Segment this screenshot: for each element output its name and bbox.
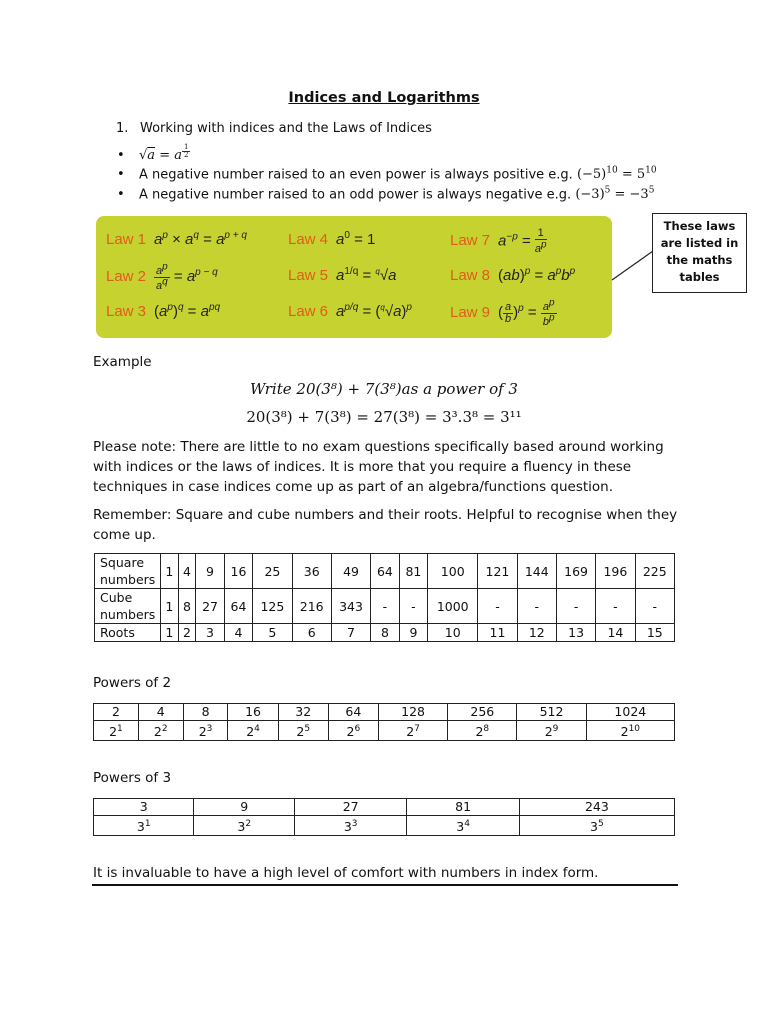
- powers-of-3-label: Powers of 3: [93, 770, 172, 786]
- powers-of-2-table: [93, 703, 675, 741]
- power-base: 2: [544, 724, 553, 740]
- table-cell: 1: [161, 624, 179, 642]
- table-cell: 16: [224, 554, 252, 589]
- table-cell: 5: [253, 624, 292, 642]
- power-value-cell: 512: [517, 704, 586, 721]
- power-exponent: 1: [117, 724, 123, 734]
- power-base: 3: [343, 819, 352, 835]
- table-cell: 9: [196, 554, 224, 589]
- table-cell: -: [517, 589, 556, 624]
- table-cell: -: [556, 589, 595, 624]
- table-row: [95, 624, 675, 642]
- example-label: Example: [93, 354, 152, 370]
- laws-box: [96, 216, 612, 338]
- table-cell: 8: [371, 624, 399, 642]
- power-base: 2: [296, 724, 305, 740]
- note-box: These laws are listed in the maths tables: [652, 213, 747, 293]
- table-cell: 36: [292, 554, 331, 589]
- power-exponent-cell: [94, 721, 139, 741]
- table-cell: 216: [292, 589, 331, 624]
- bottom-rule: [92, 884, 678, 886]
- squares-cubes-table: [94, 553, 675, 642]
- power-value-cell: 2: [94, 704, 139, 721]
- power-exponent: 2: [161, 724, 168, 734]
- bullet-sqrt: • √a = a $^{\frac{1}{2}}$: [117, 143, 189, 164]
- table-cell: 1: [161, 589, 179, 624]
- power-exponent: 9: [552, 724, 559, 734]
- table-cell: -: [371, 589, 399, 624]
- power-value-cell: 243: [519, 799, 674, 816]
- bullet-odd-power: • A negative number raised to an odd power is always negative e.g. $(-3)^5 = -3^5$: [117, 186, 655, 203]
- power-value-cell: 16: [228, 704, 278, 721]
- power-exponent: 3: [206, 724, 213, 734]
- power-exponent-cell: [294, 816, 406, 836]
- law-8: Law 8 $(ab)^p = a^pb^p$: [450, 266, 576, 284]
- example-line-1: Write 20(3⁸) + 7(3⁸)as a power of 3: [250, 380, 518, 398]
- power-exponent: 10: [628, 724, 641, 734]
- power-exponent-cell: [517, 721, 586, 741]
- table-row: [94, 799, 675, 816]
- remember-paragraph: Remember: Square and cube numbers and their roots. Helpful to recognise when they come up.: [93, 507, 678, 543]
- power-exponent-cell: [94, 816, 194, 836]
- power-exponent-cell: [183, 721, 228, 741]
- table-cell: 12: [517, 624, 556, 642]
- bullet-even-power: • A negative number raised to an even power is always positive e.g. $(-5)^{10} = 5^{10}$: [117, 166, 657, 183]
- page-title: Indices and Logarithms: [288, 90, 480, 106]
- power-exponent: 7: [414, 724, 420, 734]
- power-base: 2: [109, 724, 118, 740]
- table-cell: 3: [196, 624, 224, 642]
- table-cell: -: [478, 589, 517, 624]
- power-exponent: 6: [354, 724, 361, 734]
- power-exponent: 4: [464, 819, 470, 829]
- table-cell: 11: [478, 624, 517, 642]
- law-9: Law 9 ( $\frac{a}{b}$ )$^p$ = $\frac{a^p}{b^p}$: [450, 297, 555, 329]
- table-row: [94, 816, 675, 836]
- table-cell: 1: [161, 554, 179, 589]
- callout-line: [610, 250, 654, 282]
- power-base: 2: [346, 724, 355, 740]
- law-1: Law 1 $a^p \times a^q = a^{p + q}$: [106, 230, 247, 248]
- table-cell: 100: [428, 554, 478, 589]
- table-cell: 25: [253, 554, 292, 589]
- table-cell: 196: [596, 554, 635, 589]
- sqrt-formula: √a = a $^{\frac{1}{2}}$: [139, 143, 189, 164]
- power-exponent-cell: [586, 721, 674, 741]
- table-cell: 10: [428, 624, 478, 642]
- power-value-cell: 27: [294, 799, 406, 816]
- power-base: 3: [590, 819, 598, 835]
- table-cell: 9: [399, 624, 427, 642]
- power-exponent-cell: [448, 721, 517, 741]
- table-cell: 6: [292, 624, 331, 642]
- power-exponent-cell: [278, 721, 328, 741]
- power-value-cell: 32: [278, 704, 328, 721]
- powers-of-3-table: [93, 798, 675, 836]
- row-label: Roots: [95, 624, 161, 642]
- row-label: Cube numbers: [95, 589, 161, 624]
- table-row: [95, 554, 675, 589]
- table-cell: 49: [331, 554, 370, 589]
- power-value-cell: 256: [448, 704, 517, 721]
- power-base: 2: [406, 724, 415, 740]
- table-cell: 13: [556, 624, 595, 642]
- power-value-cell: 9: [194, 799, 294, 816]
- table-cell: 125: [253, 589, 292, 624]
- power-exponent: 4: [254, 724, 260, 734]
- table-cell: 121: [478, 554, 517, 589]
- power-value-cell: 1024: [586, 704, 674, 721]
- law-4: Law 4 $a^0 = 1$: [288, 230, 376, 248]
- table-row: [95, 589, 675, 624]
- power-exponent: 1: [144, 819, 151, 829]
- table-cell: 4: [224, 624, 252, 642]
- section-heading: 1. Working with indices and the Laws of Indices: [116, 121, 432, 136]
- power-base: 3: [456, 819, 465, 835]
- table-row: [94, 721, 675, 741]
- power-exponent: 8: [483, 724, 490, 734]
- power-exponent-cell: [378, 721, 447, 741]
- table-cell: -: [635, 589, 674, 624]
- table-row: [94, 704, 675, 721]
- closing-sentence: It is invaluable to have a high level of comfort with numbers in index form.: [93, 865, 599, 881]
- power-base: 2: [475, 724, 484, 740]
- table-cell: 27: [196, 589, 224, 624]
- row-label: Square numbers: [95, 554, 161, 589]
- table-cell: -: [596, 589, 635, 624]
- power-value-cell: 4: [138, 704, 183, 721]
- power-exponent: 3: [351, 819, 358, 829]
- table-cell: 2: [178, 624, 196, 642]
- table-cell: 225: [635, 554, 674, 589]
- table-cell: 7: [331, 624, 370, 642]
- power-base: 3: [136, 819, 145, 835]
- power-value-cell: 64: [328, 704, 378, 721]
- power-exponent-cell: [194, 816, 294, 836]
- powers-of-2-label: Powers of 2: [93, 675, 172, 691]
- table-cell: 169: [556, 554, 595, 589]
- law-3: Law 3 $(a^p)^q = a^{pq}$: [106, 302, 221, 320]
- power-value-cell: 3: [94, 799, 194, 816]
- power-base: 3: [237, 819, 246, 835]
- table-cell: 64: [371, 554, 399, 589]
- power-exponent-cell: [519, 816, 674, 836]
- power-value-cell: 81: [407, 799, 519, 816]
- table-cell: 14: [596, 624, 635, 642]
- power-exponent-cell: [407, 816, 519, 836]
- table-cell: 8: [178, 589, 196, 624]
- power-value-cell: 8: [183, 704, 228, 721]
- law-2: Law 2 $\frac{a^p}{a^q}$ = $a^{p - q}$: [106, 261, 218, 293]
- please-note-paragraph: Please note: There are little to no exam questions specifically based around working with indices or the laws of indices. It is more that you require a fluency in these techniques in case indices come up as part of an algebra/functions question.: [93, 439, 664, 495]
- power-exponent-cell: [328, 721, 378, 741]
- table-cell: 1000: [428, 589, 478, 624]
- law-5: Law 5 $a^{1/q} = ^q√a$: [288, 266, 397, 284]
- power-base: 2: [246, 724, 255, 740]
- table-cell: 15: [635, 624, 674, 642]
- table-cell: 343: [331, 589, 370, 624]
- table-cell: 4: [178, 554, 196, 589]
- power-exponent-cell: [138, 721, 183, 741]
- law-6: Law 6 $a^{p/q} = (^q√a)^p$: [288, 302, 412, 320]
- table-cell: 64: [224, 589, 252, 624]
- power-base: 2: [153, 724, 162, 740]
- power-exponent: 5: [304, 724, 311, 734]
- power-exponent-cell: [228, 721, 278, 741]
- table-cell: 144: [517, 554, 556, 589]
- power-base: 2: [198, 724, 207, 740]
- law-7: Law 7 $a^{-p}$ = $\frac{1}{a^p}$: [450, 227, 547, 255]
- power-base: 2: [620, 724, 629, 740]
- power-value-cell: 128: [378, 704, 447, 721]
- table-cell: 81: [399, 554, 427, 589]
- power-exponent: 2: [245, 819, 252, 829]
- power-exponent: 5: [598, 819, 604, 829]
- example-line-2: 20(3⁸) + 7(3⁸) = 27(3⁸) = 3³.3⁸ = 3¹¹: [246, 408, 522, 426]
- table-cell: -: [399, 589, 427, 624]
